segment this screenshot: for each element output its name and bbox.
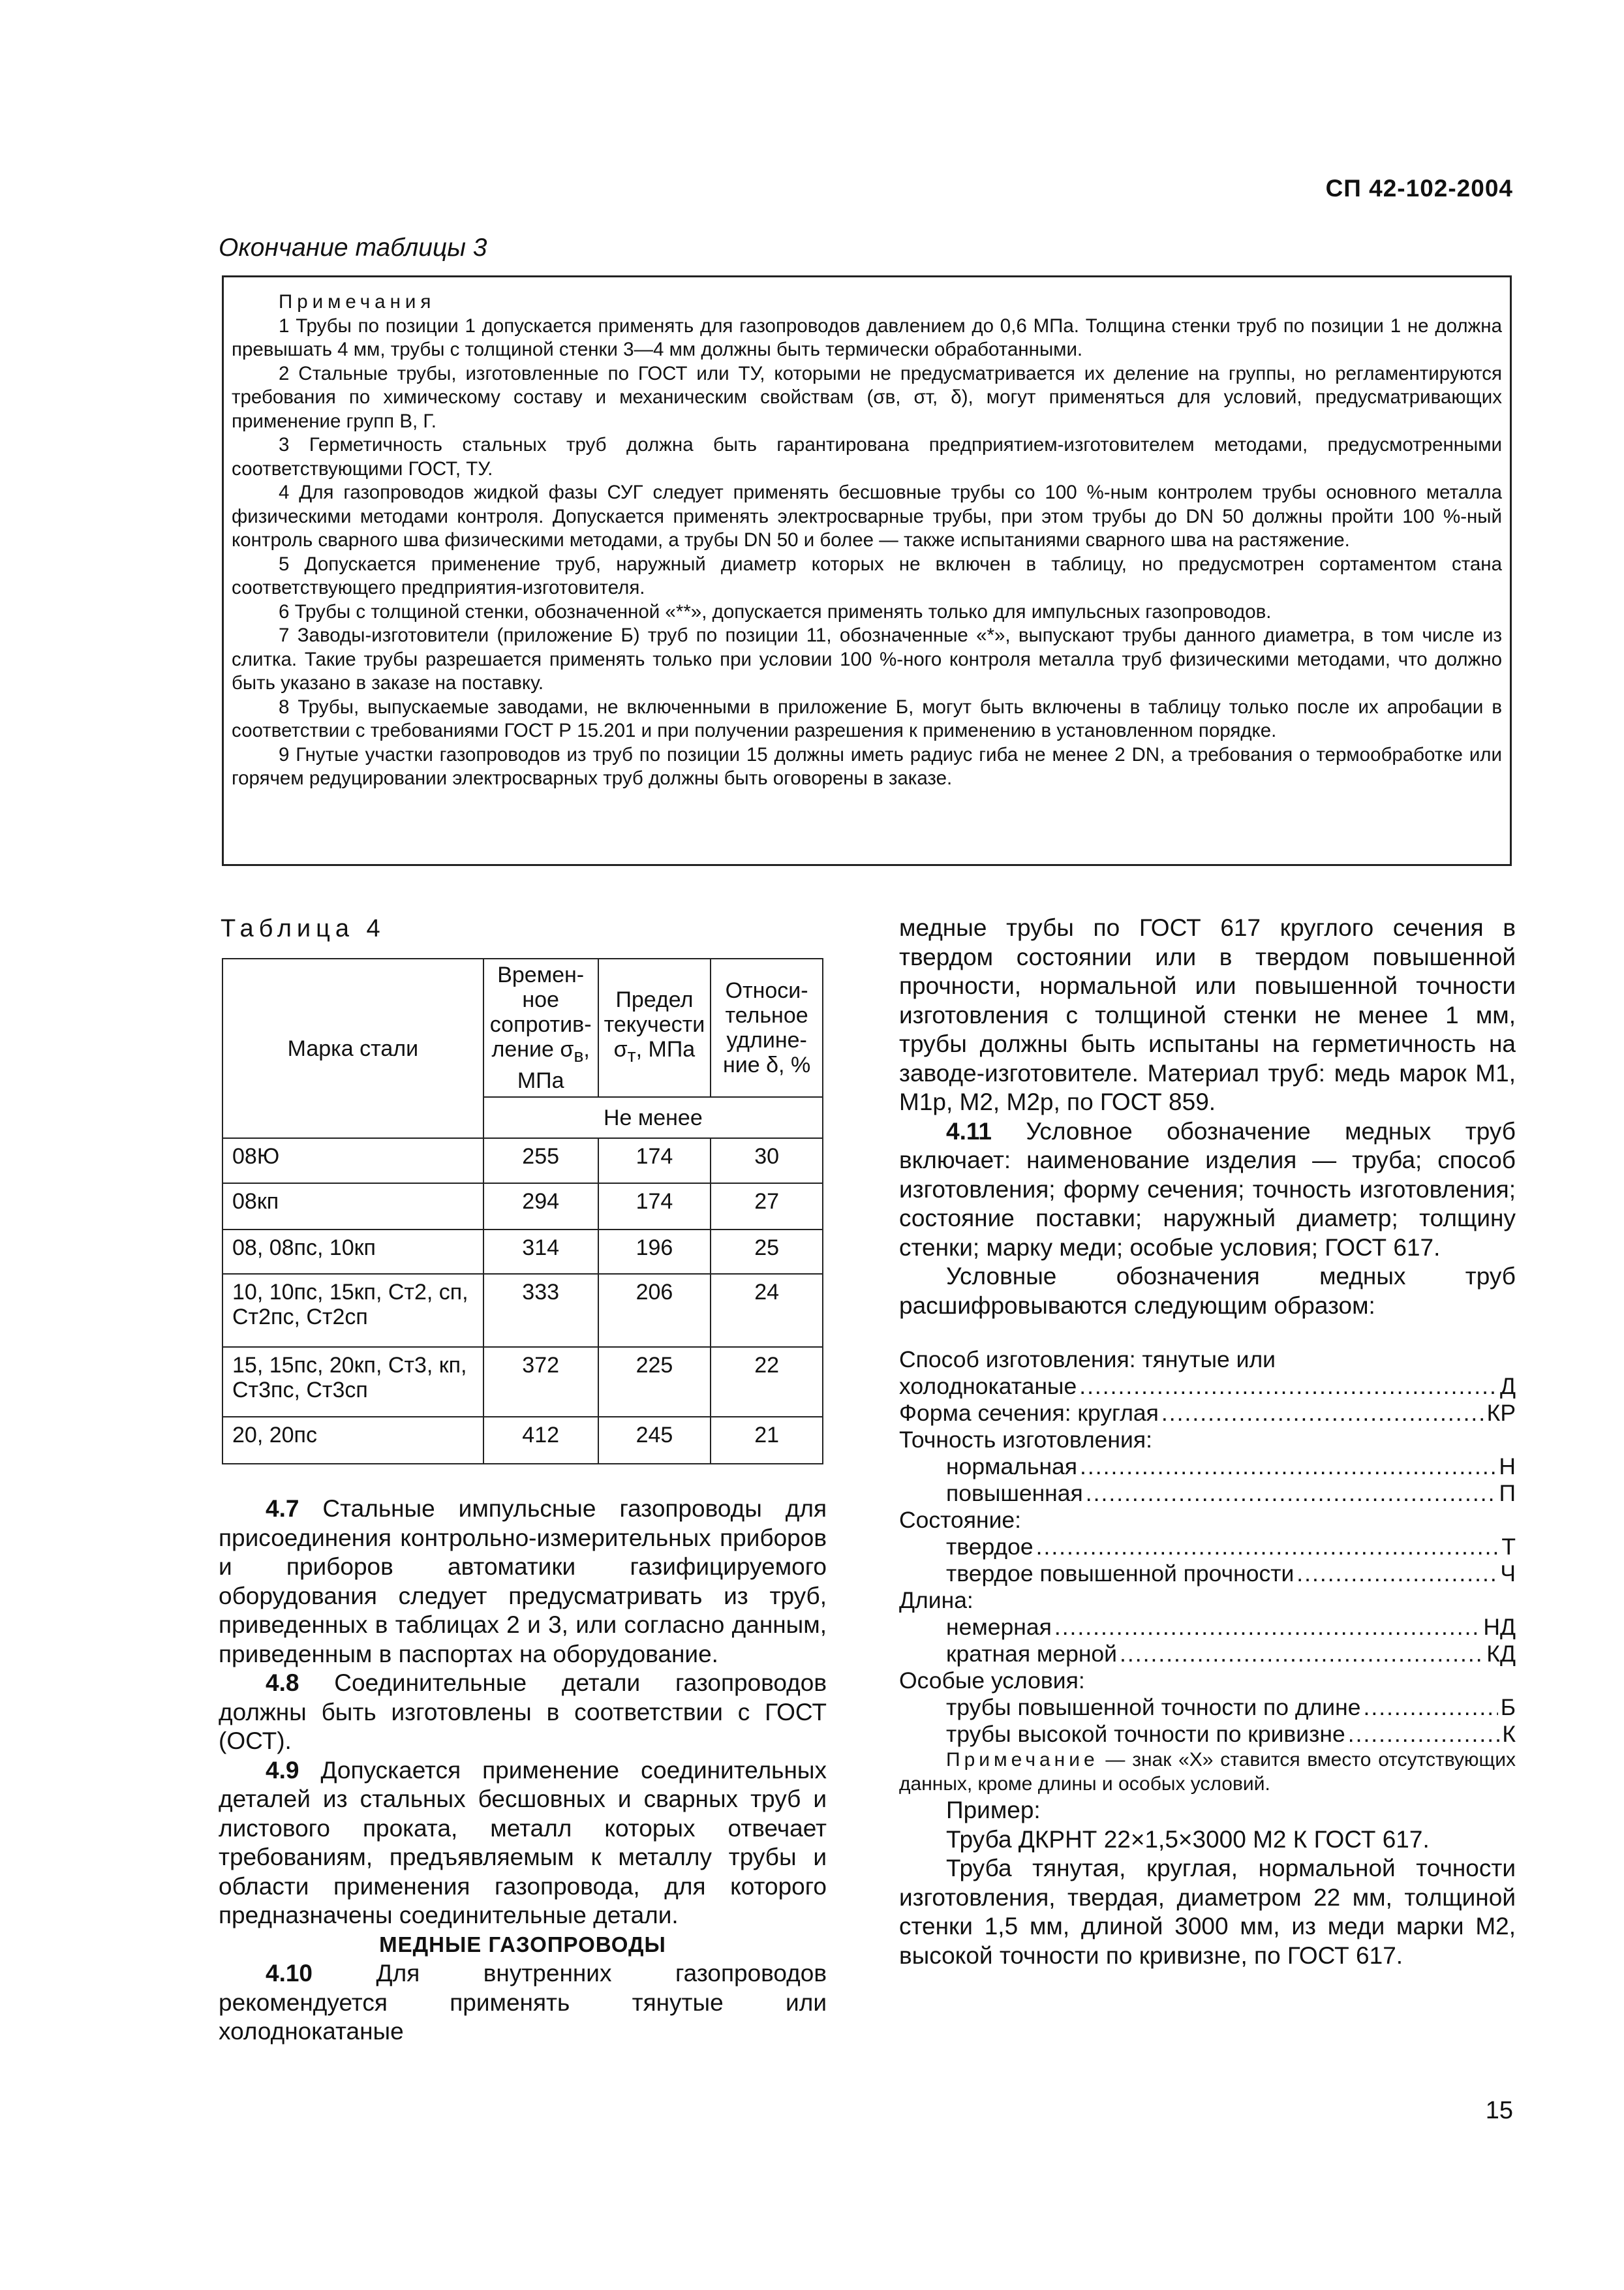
note-2: 2 Стальные трубы, изготовленные по ГОСТ или ТУ, которыми не предусматривается их деление на группы, но регламентируются требования по химическому составу и механическим свойствам (σв, σт, δ), могут применяться для условий, предусматривающих применение групп В, Г.: [232, 362, 1502, 432]
cell-grade: 08Ю: [222, 1138, 483, 1183]
cell-elongation: 24: [711, 1274, 823, 1347]
table-row: [222, 1347, 823, 1417]
note-1: 1 Трубы по позиции 1 допускается применять для газопроводов давлением до 0,6 МПа. Толщина стенки труб по позиции 1 не должна превышать 4 мм, трубы с толщиной стенки 3—4 мм должны быть термически обработанными.: [232, 315, 1502, 360]
code-row: повышенная ..... П: [899, 1480, 1516, 1507]
cell-elongation: 27: [711, 1183, 823, 1230]
note-4: 4 Для газопроводов жидкой фазы СУГ следует применять бесшовные трубы со 100 %-ным контролем трубы основного металла физическими методами контроля. Допускается применять электросварные трубы, при этом трубы до DN 50 должны пройти 100 %-ный контроль сварного шва физическими методами, а трубы DN 50 и более — также испытаниями сварного шва на растяжение.: [232, 482, 1502, 551]
cell-yield: 206: [598, 1274, 711, 1347]
cell-elongation: 25: [711, 1230, 823, 1274]
note-6: 6 Трубы с толщиной стенки, обозначенной «**», допускается применять только для импульсных газопроводов.: [279, 600, 1272, 623]
header-tensile: Времен-ное сопротив-ление $\sigma_в$, МПа: [483, 959, 598, 1097]
paragraph-4-7: 4.7 Стальные импульсные газопроводы для присоединения контрольно-измерительных приборов и приборов автоматики газифицируемого оборудования следует предусматривать из труб, приведенных в таблицах 2 и 3, или согласно данным, приведенным в паспортах на оборудование.: [219, 1495, 827, 1667]
header-elongation: Относи-тельное удлине-ние δ, %: [711, 959, 823, 1097]
cell-yield: 174: [598, 1183, 711, 1230]
code-row: трубы повышенной точности по длине ..... Б: [899, 1694, 1516, 1721]
cell-grade: 20, 20пс: [222, 1417, 483, 1464]
cell-tensile: 255: [483, 1138, 598, 1183]
cell-grade: 08кп: [222, 1183, 483, 1230]
cell-yield: 225: [598, 1347, 711, 1417]
cell-yield: 196: [598, 1230, 711, 1274]
left-column-text: [219, 1494, 827, 2047]
code-row: Форма сечения: круглая ..... КР: [899, 1400, 1516, 1427]
code-group-title: Способ изготовления: тянутые или: [899, 1346, 1276, 1372]
table-continuation-caption: Окончание таблицы 3: [219, 234, 487, 262]
code-row: твердое ..... Т: [899, 1534, 1516, 1560]
note-5: 5 Допускается применение труб, наружный диаметр которых не включен в таблицу, но предусмотрен сортаментом стана соответствующего предприятия-изготовителя.: [232, 553, 1502, 598]
code-row: холоднокатаные ..... Д: [899, 1373, 1516, 1400]
code-row: кратная мерной ..... КД: [899, 1641, 1516, 1667]
header-grade: Марка стали: [222, 959, 483, 1138]
note-9: 9 Гнутые участки газопроводов из труб по позиции 15 должны иметь радиус гиба не менее 2 DN, а требования о термообработке или горячем редуцировании электросварных труб должны быть оговорены в заказе.: [232, 743, 1502, 789]
cell-tensile: 372: [483, 1347, 598, 1417]
table-row: [222, 1274, 823, 1347]
decode-intro: Условные обозначения медных труб расшифровываются следующим образом:: [899, 1263, 1516, 1319]
code-group-title: Состояние:: [899, 1507, 1021, 1533]
code-group-title: Особые условия:: [899, 1667, 1085, 1694]
table-row: [222, 1138, 823, 1183]
notes-title: Примечания: [279, 291, 436, 313]
designation-codes-list: [899, 1346, 1516, 1748]
cell-grade: 10, 10пс, 15кп, Ст2, сп, Ст2пс, Ст2сп: [222, 1274, 483, 1347]
code-row: трубы высокой точности по кривизне ..... К: [899, 1721, 1516, 1748]
table3-notes-box: [222, 275, 1512, 866]
table-row: [222, 1230, 823, 1274]
paragraph-4-8: 4.8 Соединительные детали газопроводов должны быть изготовлены в соответствии с ГОСТ (ОСТ).: [219, 1669, 827, 1754]
code-group-title: Длина:: [899, 1587, 973, 1613]
designation-note: Примечание — знак «Х» ставится вместо отсутствующих данных, кроме длины и особых условий.: [899, 1749, 1516, 1795]
note-3: 3 Герметичность стальных труб должна быть гарантирована предприятием-изготовителем методами, предусмотренными соответствующими ГОСТ, ТУ.: [232, 434, 1502, 480]
cell-yield: 174: [598, 1138, 711, 1183]
steel-grades-table: [222, 958, 823, 1464]
code-group-title: Точность изготовления:: [899, 1427, 1152, 1453]
header-not-less: Не менее: [483, 1097, 823, 1138]
example-description: Труба тянутая, круглая, нормальной точности изготовления, твердая, диаметром 22 мм, толщиной стенки 1,5 мм, длиной 3000 мм, из меди марки М2, высокой точности по кривизне, по ГОСТ 617.: [899, 1855, 1516, 1969]
cell-tensile: 294: [483, 1183, 598, 1230]
header-yield: Предел текучести $\sigma_т$, МПа: [598, 959, 711, 1097]
cell-elongation: 30: [711, 1138, 823, 1183]
right-column-text: [899, 914, 1516, 1970]
cell-grade: 15, 15пс, 20кп, Ст3, кп, Ст3пс, Ст3сп: [222, 1347, 483, 1417]
cell-tensile: 412: [483, 1417, 598, 1464]
code-row: немерная ..... НД: [899, 1614, 1516, 1641]
cell-grade: 08, 08пс, 10кп: [222, 1230, 483, 1274]
document-code: СП 42-102-2004: [1325, 175, 1513, 202]
paragraph-4-11: 4.11 Условное обозначение медных труб включает: наименование изделия — труба; способ изготовления; форму сечения; точность изготовления; состояние поставки; наружный диаметр; толщину стенки; марку меди; особые условия; ГОСТ 617.: [899, 1117, 1516, 1261]
code-row: нормальная ..... Н: [899, 1453, 1516, 1480]
note-8: 8 Трубы, выпускаемые заводами, не включенными в приложение Б, могут быть включены в таблицу только после их апробации в соответствии с требованиями ГОСТ Р 15.201 и при получении разрешения к применению в установленном порядке.: [232, 696, 1502, 741]
paragraph-4-10-continued: медные трубы по ГОСТ 617 круглого сечения в твердом состоянии или в твердом повышенной прочности, нормальной или повышенной точности изготовления с толщиной стенки не менее 1 мм, трубы должны быть испытаны на герметичность на заводе-изготовителе. Материал труб: медь марок М1, М1р, М2, М2р, по ГОСТ 859.: [899, 914, 1516, 1115]
page-number: 15: [1485, 2097, 1513, 2124]
cell-tensile: 314: [483, 1230, 598, 1274]
table-row: [222, 1417, 823, 1464]
cell-tensile: 333: [483, 1274, 598, 1347]
code-row: твердое повышенной прочности ..... Ч: [899, 1560, 1516, 1587]
note-7: 7 Заводы-изготовители (приложение Б) труб по позиции 11, обозначенные «*», выпускают трубы данного диаметра, в том числе из слитка. Такие трубы разрешается применять только при условии 100 %-ного контроля металла труб физическими методами, что должно быть указано в заказе на поставку.: [232, 625, 1502, 694]
paragraph-4-9: 4.9 Допускается применение соединительных деталей из стальных бесшовных и сварных труб и листового проката, металл которых отвечает требованиям, предъявляемым к металлу трубы и области применения газопровода, для которого предназначены соединительные детали.: [219, 1756, 827, 1928]
table-row: [222, 1183, 823, 1230]
cell-elongation: 22: [711, 1347, 823, 1417]
table4-caption: Таблица 4: [221, 915, 386, 942]
example-title: Пример:: [946, 1797, 1041, 1823]
cell-elongation: 21: [711, 1417, 823, 1464]
section-heading: МЕДНЫЕ ГАЗОПРОВОДЫ: [379, 1932, 666, 1957]
example-code: Труба ДКРНТ 22×1,5×3000 М2 К ГОСТ 617.: [946, 1825, 1430, 1853]
cell-yield: 245: [598, 1417, 711, 1464]
paragraph-4-10: 4.10 Для внутренних газопроводов рекомендуется применять тянутые или холоднокатаные: [219, 1960, 827, 2045]
